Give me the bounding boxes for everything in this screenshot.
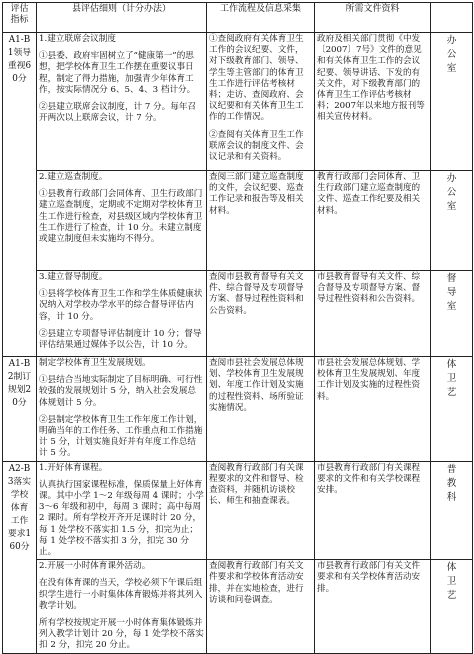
criteria-cell (37, 171, 207, 271)
header-dept (431, 3, 473, 33)
paragraph: 查阅市县社会发展总体规划、学校体育卫生发展规划、年度工作计划及实施的过程性资料、场所验证实施情况。 (209, 358, 304, 413)
department-label: 普教科 (446, 463, 457, 503)
paragraph: 市县教育行政部门有关文件要求和有关学校体育活动安排。 (317, 561, 421, 594)
criteria-cell (37, 560, 207, 653)
paragraph: 市县社会发展总体规划、学校体育卫生发展规划、年度工作计划及实施的过程性资料。 (317, 358, 421, 402)
indicator-label: A1-B1领导重视60分 (7, 35, 32, 84)
table-body (3, 33, 473, 654)
department-cell (431, 461, 473, 560)
header-documents: 所需文件资料 (315, 3, 431, 33)
paragraph: ①县委、政府牢固树立了“健康第一”的思想，把学校体育卫生工作摆在重要议事日程，制定了得力措施，加强青少年体育工作，按实际情况分 6、5、4、3 档计分。 (39, 51, 196, 95)
table-row (3, 560, 473, 653)
paragraph: 查阅市县教育督导有关文件、综合督导及专项督导方案、督导过程性资料和公告资料。 (209, 272, 304, 316)
criteria-cell (37, 461, 207, 560)
indicator-label: A2-B3落实学校体育工作要求160分 (7, 463, 32, 552)
process-cell (207, 560, 315, 653)
paragraph: 制定学校体育卫生发展规划。 (39, 358, 151, 368)
criteria-cell (37, 357, 207, 462)
documents-cell (315, 461, 431, 560)
indicator-cell (3, 461, 37, 653)
criteria-cell (37, 271, 207, 357)
department-label: 办公室 (446, 35, 457, 74)
paragraph: ①县将学校体育卫生工作和学生体质健康状况纳入对学校办学水平的综合督导评估内容，计 10 分。 (39, 289, 203, 322)
paragraph: ①县教育行政部门会同体育、卫生行政部门建立巡查制度，定期或不定期对学校体育卫生工作进行检查，对县级区域内学校体育卫生工作进行了检查，计 10 分。未建立制度或建立制度但未实施均不得分。 (39, 189, 203, 245)
indicator-label: A1-B2制订规划20分 (7, 359, 32, 408)
department-cell (431, 357, 473, 462)
documents-cell (315, 271, 431, 357)
table-row (3, 33, 473, 171)
process-cell (207, 461, 315, 560)
header-process: 工作流程及信息采集 (207, 3, 315, 33)
paragraph: 查阅三部门建立巡查制度的文件，会议纪要、巡查工作记录和报告等及相关材料。 (209, 172, 304, 216)
header-indicator: 评估指标 (3, 3, 37, 33)
process-cell (207, 271, 315, 357)
paragraph: 市县教育行政部门有关课程要求的文件和有关学校课程安排。 (317, 462, 421, 496)
paragraph: ②县建立联席会议制度，计 7 分。每年召开两次以上联席会议，计 7 分。 (39, 102, 197, 124)
paragraph: 教育行政部门会同体育、卫生行政部门建立巡查制度的文件、巡查工作纪要及相关材料。 (317, 172, 421, 216)
paragraph: 政府及相关部门贯彻《中发〔2007〕7号》文件的意见和有关体育卫生工作的会议纪要、领导讲话、下发的有关文件，对下级教育部门的体育卫生工作评估考核材料；2007年以来地方报刊等相关宣传材料。 (317, 34, 425, 123)
paragraph: 所有学校按规定开展一小时体育集体锻炼并列入教学计划计 20 分，每 1 处学校不落实扣 2 分，扣完 20 分止。 (39, 618, 204, 651)
department-cell (431, 271, 473, 357)
documents-cell (315, 33, 431, 171)
indicator-cell (3, 33, 37, 357)
department-label: 体卫艺 (446, 562, 457, 602)
paragraph: 市县教育督导有关文件、综合督导及专项督导方案、督导过程性资料和公告资料。 (317, 272, 421, 305)
department-label: 体卫艺 (446, 359, 457, 398)
documents-cell (315, 171, 431, 271)
paragraph: 认真执行国家课程标准，保质保量上好体育课。其中小学 1～2 年级每周 4 课时；小学 3～6 年级和初中，每周 3 课时；高中每周 2 课时。所有学校开齐开足课时计 20 分，每 1 处学校不落实扣 1.5 分，扣完为止；每 1 处学校不落实扣 3 分，扣完 30 分止。 (39, 479, 204, 558)
criteria-cell (37, 33, 207, 171)
paragraph: ②县制定学校体育卫生工作年度工作计划，明确当年的工作任务、工作重点和工作措施计 5 分，计划实施良好并有年度工作总结计 5 分。 (39, 414, 203, 459)
table-row (3, 461, 473, 560)
documents-cell (315, 357, 431, 462)
documents-cell (315, 560, 431, 653)
header-criteria: 县评估细则（计分办法） (37, 3, 207, 33)
paragraph: 查阅教育行政部门有关文件要求和学校体育活动安排，并在实地检查，进行访谈和问卷调查。 (209, 561, 304, 605)
process-cell (207, 171, 315, 271)
process-cell (207, 33, 315, 171)
paragraph: 3.建立督导制度。 (39, 272, 108, 282)
paragraph: ①县结合当地实际制定了目标明确、可行性较强的发展规划计 5 分，纳入社会发展总体规划计 5 分。 (39, 375, 203, 408)
paragraph: 2.开展一小时体育课外活动。 (39, 561, 151, 572)
indicator-cell (3, 357, 37, 462)
table-row (3, 171, 473, 271)
paragraph: 1.开好体育课程。 (39, 462, 108, 473)
department-label: 督导室 (446, 273, 457, 312)
paragraph: ①查阅政府有关体育卫生工作的会议纪要、文件，对下级教育部门、领导、学生等主管部门的体育卫生工作进行评估考核材料；走访、查阅政府、会议纪要和有关体育卫生工作的工作情况。 (209, 34, 304, 123)
paragraph: ②查阅有关体育卫生工作联席会议的制度文件、会议记录和有关资料。 (209, 129, 304, 163)
process-cell (207, 357, 315, 462)
paragraph: ②县建立专项督导评估制度计 10 分；督导评估结果通过媒体予以公告，计 10 分。 (39, 328, 202, 351)
department-label: 办公室 (446, 173, 457, 212)
department-cell (431, 171, 473, 271)
table-row (3, 357, 473, 462)
paragraph: 在没有体育课的当天，学校必须下午课后组织学生进行一小时集体体育锻炼并将其列入教学计划。 (39, 578, 203, 611)
department-cell (431, 560, 473, 653)
table-row (3, 271, 473, 357)
paragraph: 查阅教育行政部门有关课程要求的文件和督导、检查资料，并随机访谈校长、师生和抽查课表。 (209, 462, 304, 507)
evaluation-table (2, 2, 473, 654)
paragraph: 1.建立联席会议制度 (39, 34, 116, 44)
paragraph: 2.建立巡查制度。 (39, 172, 108, 182)
department-cell (431, 33, 473, 171)
